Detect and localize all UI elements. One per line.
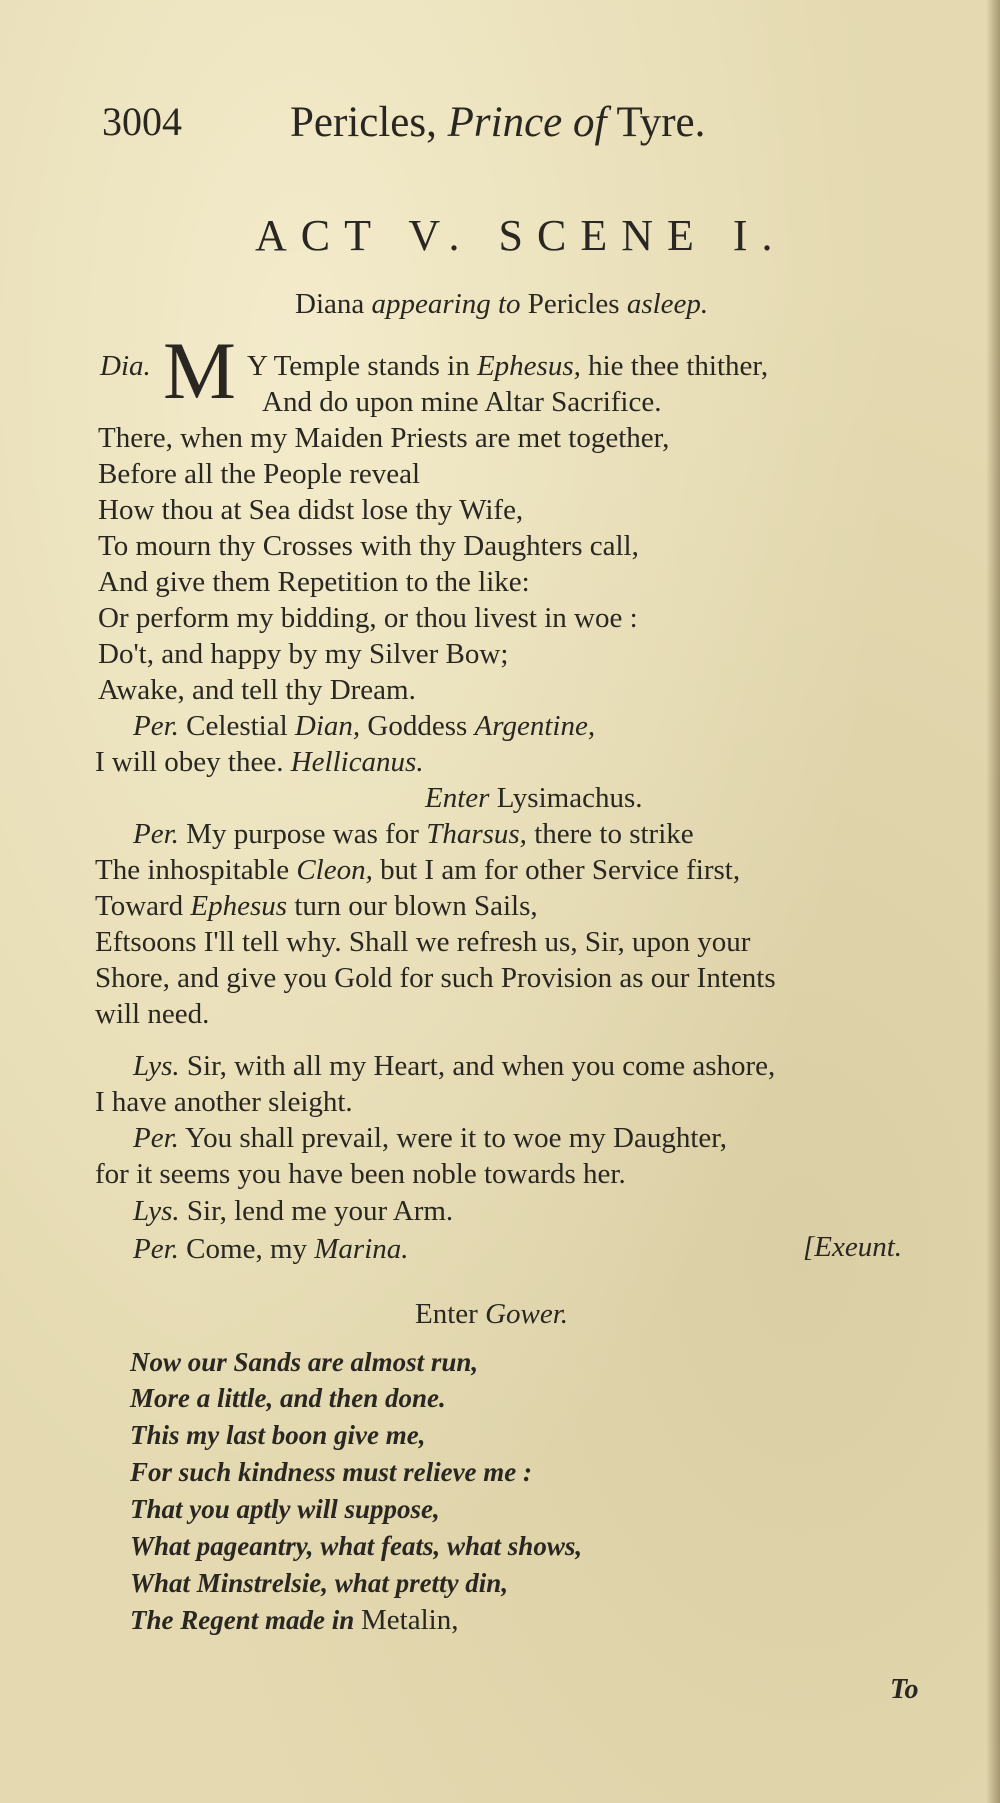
- verse-line: Before all the People reveal: [98, 458, 421, 490]
- verse-line: To mourn thy Crosses with thy Daughters call,: [98, 530, 639, 562]
- song-line: Now our Sands are almost run,: [130, 1347, 479, 1377]
- stage-direction-lysimachus: Enter Lysimachus.: [425, 782, 643, 814]
- verse-line: I will obey thee. Hellicanus.: [95, 746, 424, 778]
- running-title-part1: Pericles,: [290, 99, 437, 146]
- pericles-name: Pericles: [527, 288, 620, 320]
- song-line: What pageantry, what feats, what shows,: [130, 1531, 583, 1561]
- prose-line: Eftsoons I'll tell why. Shall we refresh us, Sir, upon your: [95, 926, 751, 958]
- running-title-part2: Prince of: [447, 99, 607, 146]
- speech-lysimachus: Lys. Sir, with all my Heart, and when you come ashore,: [133, 1050, 776, 1082]
- song-line: The Regent made in Metalin,: [130, 1604, 459, 1636]
- page-number: 3004: [102, 99, 182, 144]
- speaker-per: Per.: [133, 1122, 179, 1154]
- speaker-per: Per.: [133, 710, 179, 742]
- speaker-per: Per.: [133, 1233, 179, 1265]
- speech-pericles: Per. My purpose was for Tharsus, there to strike: [133, 818, 694, 850]
- song-line: This my last boon give me,: [130, 1420, 426, 1450]
- running-title-part3: Tyre.: [616, 99, 706, 146]
- stage-direction-diana: [295, 288, 708, 321]
- song-line: That you aptly will suppose,: [130, 1494, 440, 1524]
- verse-line: Or perform my bidding, or thou livest in woe :: [98, 602, 638, 634]
- act-heading: ACT V. SCENE I.: [255, 211, 787, 260]
- verse-line: And do upon mine Altar Sacrifice.: [262, 386, 662, 418]
- prose-line: for it seems you have been noble towards her.: [95, 1158, 626, 1190]
- stage-direction-gower: Enter Gower.: [415, 1298, 569, 1330]
- drop-cap: M: [163, 325, 236, 416]
- diana-name: Diana: [295, 288, 365, 320]
- stage-text: asleep.: [626, 288, 709, 320]
- running-title: [290, 98, 705, 147]
- prose-line: Shore, and give you Gold for such Provision as our Intents: [95, 962, 776, 994]
- speaker-dia: Dia.: [100, 350, 151, 382]
- speaker-lys: Lys.: [133, 1050, 180, 1082]
- verse-line: The inhospitable Cleon, but I am for other Service first,: [95, 854, 741, 886]
- exeunt-direction: [Exeunt.: [803, 1231, 903, 1263]
- song-line: What Minstrelsie, what pretty din,: [130, 1568, 509, 1598]
- catchword: To: [890, 1674, 919, 1705]
- speech-pericles: Per. You shall prevail, were it to woe my Daughter,: [133, 1122, 728, 1154]
- verse-line: How thou at Sea didst lose thy Wife,: [98, 494, 524, 526]
- speaker-lys: Lys.: [133, 1195, 180, 1227]
- song-line: More a little, and then done.: [130, 1383, 446, 1413]
- stage-text: appearing to: [371, 288, 521, 320]
- speech-pericles: Per. Come, my Marina.: [133, 1233, 409, 1265]
- speaker-per: Per.: [133, 818, 179, 850]
- speech-pericles: Per. Celestial Dian, Goddess Argentine,: [133, 710, 596, 742]
- verse-line: There, when my Maiden Priests are met together,: [98, 422, 670, 454]
- song-line: For such kindness must relieve me :: [130, 1457, 533, 1487]
- verse-line: And give them Repetition to the like:: [98, 566, 530, 598]
- prose-line: will need.: [95, 998, 210, 1030]
- prose-line: I have another sleight.: [95, 1086, 353, 1118]
- verse-line: Do't, and happy by my Silver Bow;: [98, 638, 509, 670]
- verse-line: Y Temple stands in Ephesus, hie thee thither,: [247, 350, 769, 382]
- verse-line: Awake, and tell thy Dream.: [98, 674, 416, 706]
- verse-line: Toward Ephesus turn our blown Sails,: [95, 890, 538, 922]
- speech-lysimachus: Lys. Sir, lend me your Arm.: [133, 1195, 454, 1227]
